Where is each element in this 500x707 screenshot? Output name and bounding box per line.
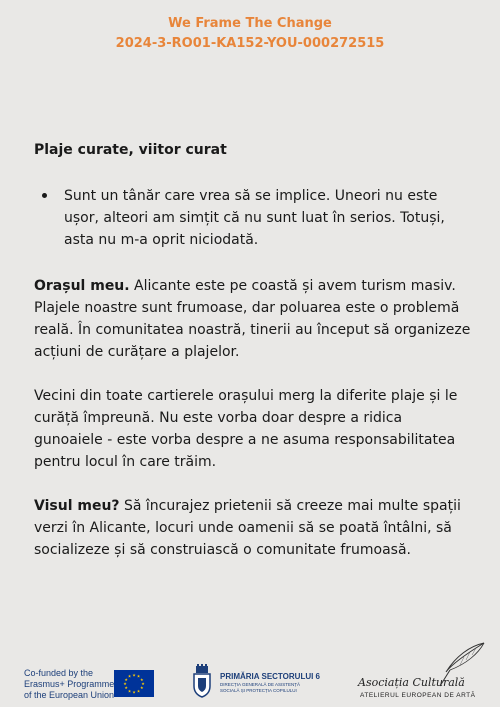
svg-text:★: ★ xyxy=(136,673,141,679)
paragraph-city-text: Alicante este pe coastă și avem turism masiv. Plajele noastre sunt frumoase, dar poluarea este o problemă reală. În comunitatea noastră, tinerii au început să organizeze acțiuni de curățare a plajelor. xyxy=(34,278,471,360)
project-code: 2024-3-RO01-KA152-YOU-000272515 xyxy=(115,36,385,51)
svg-text:★: ★ xyxy=(127,673,132,679)
paragraph-dream-text: Să încurajez prietenii să creeze mai multe spații verzi în Alicante, locuri unde oamenii să se poată întâlni, să socializeze și să construiască o comunitate frumoasă. xyxy=(34,498,461,558)
bullet-item xyxy=(34,185,474,251)
svg-text:★: ★ xyxy=(140,677,144,682)
document-body xyxy=(34,142,474,583)
primaria-subtitle-1: DIRECȚIA GENERALĂ DE ASISTENȚĂ xyxy=(220,682,301,687)
sector6-crest-icon xyxy=(192,664,212,698)
footer-logos xyxy=(0,640,500,700)
bullet-text: Sunt un tânăr care vrea să se implice. Uneori nu este ușor, alteori am simțit că nu sunt luat în serios. Totuși, asta nu m-a oprit niciodată. xyxy=(64,188,445,248)
eu-line-2: Erasmus+ Programme xyxy=(24,679,115,689)
svg-text:★: ★ xyxy=(132,672,136,678)
svg-text:★: ★ xyxy=(123,681,127,686)
quill-feather-icon xyxy=(430,640,488,690)
paragraph-dream-lead: Visul meu? xyxy=(34,498,120,514)
svg-text:★: ★ xyxy=(141,681,145,686)
paragraph-neighbors: Vecini din toate cartierele orașului merg la diferite plaje și le curăță împreună. Nu este vorba doar despre a ridica gunoaiele - este vorba despre a ne asuma responsabilitatea pentru locul în care trăim. xyxy=(34,388,458,470)
svg-text:★: ★ xyxy=(124,685,128,690)
eu-cofunded-text xyxy=(24,668,114,701)
header-title: We Frame The Change xyxy=(168,16,332,31)
eu-line-1: Co-funded by the xyxy=(24,668,94,678)
atelier-european-label: ATELIERUL EUROPEAN DE ARTĂ xyxy=(360,692,476,699)
svg-text:★: ★ xyxy=(127,688,132,694)
bullet-dot-icon xyxy=(34,185,64,251)
svg-text:★: ★ xyxy=(124,677,128,682)
paragraph-dream xyxy=(34,495,474,561)
section-heading: Plaje curate, viitor curat xyxy=(34,142,227,158)
primaria-subtitle-2: SOCIALĂ ȘI PROTECȚIA COPILULUI xyxy=(220,688,297,693)
paragraph-city xyxy=(34,275,474,363)
primaria-title: PRIMĂRIA SECTORULUI 6 xyxy=(220,672,321,681)
primaria-logo-text xyxy=(220,672,320,694)
document-header xyxy=(0,14,500,54)
asociatia-culturala-signature: Asociația Culturală xyxy=(358,676,465,689)
svg-text:★: ★ xyxy=(140,685,144,690)
svg-text:★: ★ xyxy=(132,689,136,695)
eu-line-3: of the European Union xyxy=(24,690,115,700)
eu-flag-icon xyxy=(114,670,154,697)
svg-text:★: ★ xyxy=(136,688,141,694)
paragraph-city-lead: Orașul meu. xyxy=(34,278,130,294)
